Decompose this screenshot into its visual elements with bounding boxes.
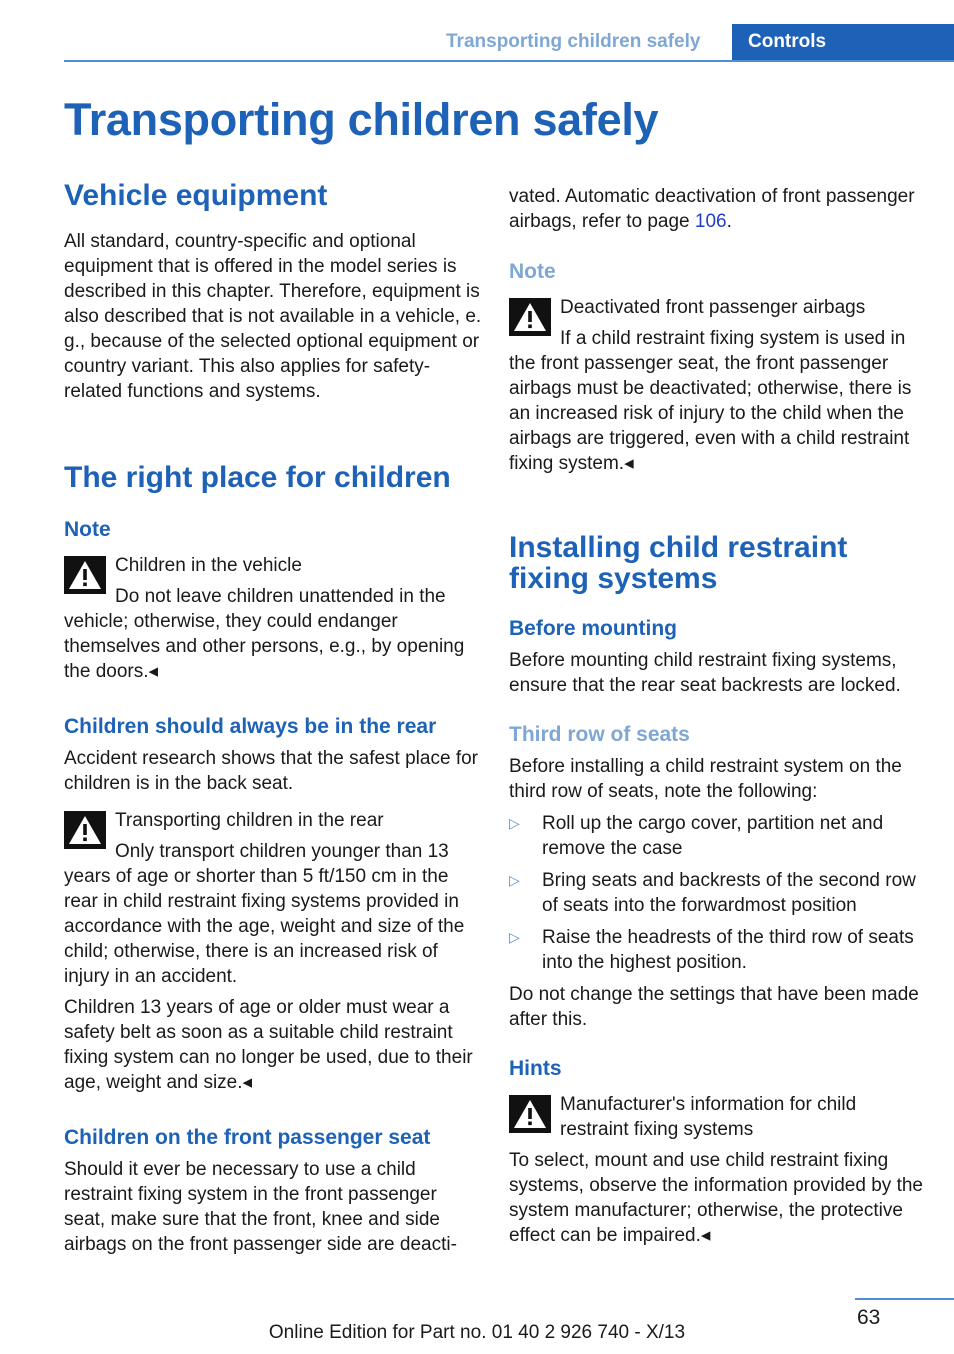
warning-airbags — [509, 295, 927, 476]
warning-triangle-icon — [509, 298, 551, 336]
triangle-bullet-icon: ▷ — [509, 872, 520, 888]
warning-title: Children in the vehicle — [115, 555, 302, 576]
header-tab-controls — [732, 24, 954, 62]
list-item: ▷ Roll up the cargo cover, partition net and remove the case — [509, 813, 884, 859]
header-tab-label: Controls — [748, 31, 827, 52]
warning-children-vehicle — [64, 553, 482, 684]
warning-triangle-icon — [509, 1095, 551, 1133]
left-column — [64, 180, 482, 1257]
triangle-bullet-icon: ▷ — [509, 929, 520, 945]
header-rule — [64, 60, 954, 62]
page-title: Transporting children safely — [64, 94, 659, 145]
page-number: 63 — [857, 1306, 881, 1329]
note-heading-right: Note — [509, 260, 556, 283]
front-passenger-body: Should it ever be necessary to use a child restraint fixing system in the front passenger seat, make sure that the front, knee and side airbags on the front passenger side are deacti- — [64, 1159, 457, 1255]
heading-children-rear: Children should always be in the rear — [64, 715, 437, 738]
note-heading: Note — [64, 518, 111, 541]
third-row-list — [509, 811, 927, 975]
warning-children-rear — [64, 808, 482, 989]
continued-text: vated. Automatic deactivation of front passenger airbags, refer to page 106. — [509, 186, 915, 232]
heading-right-place: The right place for children — [64, 461, 451, 494]
heading-front-passenger: Children on the front passenger seat — [64, 1126, 431, 1149]
heading-third-row: Third row of seats — [509, 723, 690, 746]
warning-triangle-icon — [64, 811, 106, 849]
footer-edition: Online Edition for Part no. 01 40 2 926 740 - X/13 — [268, 1322, 686, 1343]
heading-vehicle-equipment: Vehicle equipment — [64, 179, 328, 212]
page-link-106[interactable]: 106 — [694, 211, 727, 232]
warning-manufacturer-info — [509, 1092, 927, 1142]
list-item: ▷ Bring seats and backrests of the second row of seats into the forwardmost position — [509, 870, 916, 916]
warning-body: Do not leave children unattended in the vehicle; otherwise, they could endanger themselves and other persons, e.g., by opening the doors.◂ — [64, 586, 465, 682]
heading-installing: Installing child restraint fixing systems — [509, 531, 848, 595]
right-column — [509, 180, 927, 1248]
warning-title: Manufacturer's information for child restraint fixing systems — [560, 1094, 857, 1140]
before-mounting-body: Before mounting child restraint fixing systems, ensure that the rear seat backrests are locked. — [509, 650, 901, 696]
hints-body: To select, mount and use child restraint fixing systems, observe the information provided by the system manufacturer; otherwise, the protective effect can be impaired.◂ — [509, 1150, 923, 1246]
list-item: ▷ Raise the headrests of the third row of seats into the highest position. — [509, 927, 914, 973]
vehicle-equipment-body: All standard, country-specific and optional equipment that is offered in the model series is described in this chapter. Therefore, equipment is also described that is not available in a vehicle, e. g., because of the selected optional equipment or country variant. This also applies for safety-related functions and systems. — [64, 231, 482, 402]
after-bullets-text: Do not change the settings that have been made after this. — [509, 984, 919, 1030]
footer-rule — [855, 1298, 954, 1300]
heading-before-mounting: Before mounting — [509, 617, 677, 640]
heading-hints: Hints — [509, 1057, 562, 1080]
warning-body: If a child restraint fixing system is used in the front passenger seat, the front passenger airbags must be deactivated; otherwise, there is an increased risk of injury to the child when the airbags are triggered, even with a child restraint fixing system.◂ — [509, 328, 912, 474]
warning-body: Only transport children younger than 13 years of age or shorter than 5 ft/150 cm in the rear in child restraint fixing systems provided in accordance with the age, weight and size of the child; otherwise, there is an increased risk of injury in an accident. — [64, 841, 465, 987]
third-row-body: Before installing a child restraint system on the third row of seats, note the following: — [509, 756, 902, 802]
warning-title: Deactivated front passenger airbags — [560, 297, 866, 318]
triangle-bullet-icon: ▷ — [509, 815, 520, 831]
header-section-title: Transporting children safely — [446, 31, 701, 52]
children-rear-body: Accident research shows that the safest place for children is in the back seat. — [64, 748, 478, 794]
warning-title: Transporting children in the rear — [115, 810, 384, 831]
warning-body-continued: Children 13 years of age or older must wear a safety belt as soon as a suitable child restraint fixing system can no longer be used, due to their age, weight and size.◂ — [64, 997, 473, 1093]
warning-triangle-icon — [64, 556, 106, 594]
